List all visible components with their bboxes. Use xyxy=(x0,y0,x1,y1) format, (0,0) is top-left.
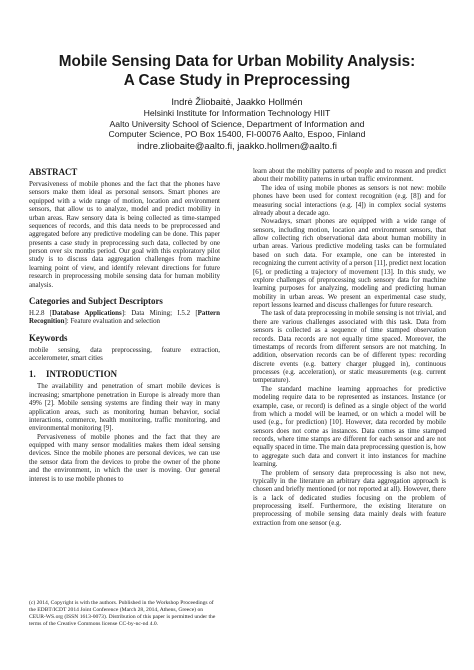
copyright-notice xyxy=(29,600,220,628)
keywords-heading: Keywords xyxy=(29,332,68,343)
body-paragraph: learn about the mobility patterns of people and to reason and predict about their mobility patterns in urban traffic environment. xyxy=(253,167,446,184)
categories-heading: Categories and Subject Descriptors xyxy=(29,295,163,306)
title-line: Mobile Sensing Data for Urban Mobility Analysis: xyxy=(58,53,416,70)
body-paragraph: The standard machine learning approaches for predictive modeling require data to be represented as instances. Instance (or example, case, or record) is defined as a single object of the world from which a model will be learned, or on which a model will be used (e.g., for prediction) [10]. However, data recorded by mobile sensors does not come as instances. Data comes as time stamped records, where time stamps are different for each sensor and are not equally spaced in time. The main data preprocessing question is, how to aggregate such data and convert it into instances for machine learning. xyxy=(253,384,446,469)
categories-bold: Database Applications xyxy=(52,308,122,317)
copyright-text: (c) 2014, Copyright is with the authors. Published in the Workshop Proceedings of the EDBT/ICDT 2014 Joint Conference (March 28, 2014, Athens, Greece) on CEUR-WS.org (ISSN 1613-0073). Distribution of this paper is permitted under the terms of the Creative Commons license CC-by-nc-nd 4.0. xyxy=(29,600,216,628)
categories-part: ]: Data Mining; I.5.2 [ xyxy=(121,308,198,317)
introduction-paragraph: The availability and penetration of smart mobile devices is increasing; smartphone penetration in Europe is already more than 49% [2]. Mobile sensing systems are finding their way in many application areas, such as monitoring human behavior, social interactions, commerce, health monitoring, traffic monitoring, and environmental monitoring [9]. xyxy=(29,382,220,433)
introduction-paragraph: Pervasiveness of mobile phones and the fact that they are equipped with many sensor modalities makes them ideal sensing devices. Since the mobile phones are personal devices, we can use the sensor data from the devices to probe the owner of the phone and the environment, in which the user is moving. Our general interest is to use mobile phones to xyxy=(29,432,220,483)
author-names: Indrė Žliobaitė, Jaakko Hollmén xyxy=(171,96,303,107)
right-column xyxy=(253,167,446,527)
body-paragraph: Nowadays, smart phones are equipped with a wide range of sensors, including motion, location and environment sensors, that allow collecting rich observational data about human mobility in urban areas. Various predictive modeling tasks can be formulated based on such data. For example, one can be interested in recognizing the current activity of a person [11], predict next location [6], or predicting a trajectory of movement [13]. In this study, we explore challenges of preprocessing such sensory data for machine learning purposes for analyzing, modeling and predicting human mobility in urban areas. We present an experimental case study, report lessons learned and discuss challenges for future research. xyxy=(253,217,446,309)
introduction-heading xyxy=(29,369,220,379)
left-column xyxy=(29,167,220,483)
author-emails: indre.zliobaite@aalto.fi, jaakko.hollmen@aalto.fi xyxy=(137,140,337,152)
section-title: INTRODUCTION xyxy=(46,369,118,380)
categories-bold: Pattern Recognition xyxy=(29,308,220,326)
title-line: A Case Study in Preprocessing xyxy=(123,72,351,89)
keywords-text: mobile sensing, data preprocessing, feature extraction, accelerometer, smart cities xyxy=(29,345,220,362)
abstract-text: Pervasiveness of mobile phones and the fact that the phones have sensors make them ideal as personal sensors. Smart phones are equipped with a wide range of motion, location and environment sensors, that allow us to analyze, model and predict mobility in urban areas. Raw sensory data is being collected as time-stamped sequences of records, and this data needs to be preprocessed and aggregated before any predictive modeling can be done. This paper presents a case study in preprocessing such data, collected by one person over six months period. Our goal with this exploratory pilot study is to discuss data aggregation challenges from machine learning point of view, and identify relevant directions for future research in preprocessing mobile sensing data for human mobility analysis. xyxy=(29,180,220,289)
affiliation-line: Aalto University School of Science, Department of Information and xyxy=(109,118,365,129)
categories-part: ]: Feature evaluation and selection xyxy=(64,317,161,326)
section-number: 1. xyxy=(29,369,36,380)
categories-part: H.2.8 [ xyxy=(29,308,53,317)
body-paragraph: The idea of using mobile phones as sensors is not new: mobile phones have been used for context recognition (e.g. [8]) and for measuring social interactions (e.g. [4]) in complex social systems already about a decade ago. xyxy=(253,183,446,217)
body-paragraph: The problem of sensory data preprocessing is also not new, typically in the literature an arbitrary data aggregation approach is chosen and briefly mentioned (or not reported at all). However, there is a lack of dedicated studies focusing on the problem of preprocessing itself. Furthermore, the existing literature on preprocessing of mobile sensing data mainly deals with feature extraction from one sensor (e.g. xyxy=(253,468,446,527)
abstract-heading: ABSTRACT xyxy=(29,167,78,177)
paper-title xyxy=(0,52,474,90)
categories-text xyxy=(29,309,220,326)
affiliation-line: Computer Science, PO Box 15400, FI-00076 Aalto, Espoo, Finland xyxy=(108,129,366,140)
affiliation-line: Helsinki Institute for Information Technology HIIT xyxy=(143,107,331,118)
author-block xyxy=(0,97,474,152)
body-paragraph: The task of data preprocessing in mobile sensing is not trivial, and there are various challenges associated with this task. Data from sensors is collected as a sequence of time stamped observation records. Data records are not equally time spaced. Moreover, the timestamps of records from different sensors are not matching. In addition, observation records can be of different types: recording discrete events (e.g. battery charger plugged in), continuous processes (e.g. acceleration), or static measurements (e.g. current temperature). xyxy=(253,309,446,385)
